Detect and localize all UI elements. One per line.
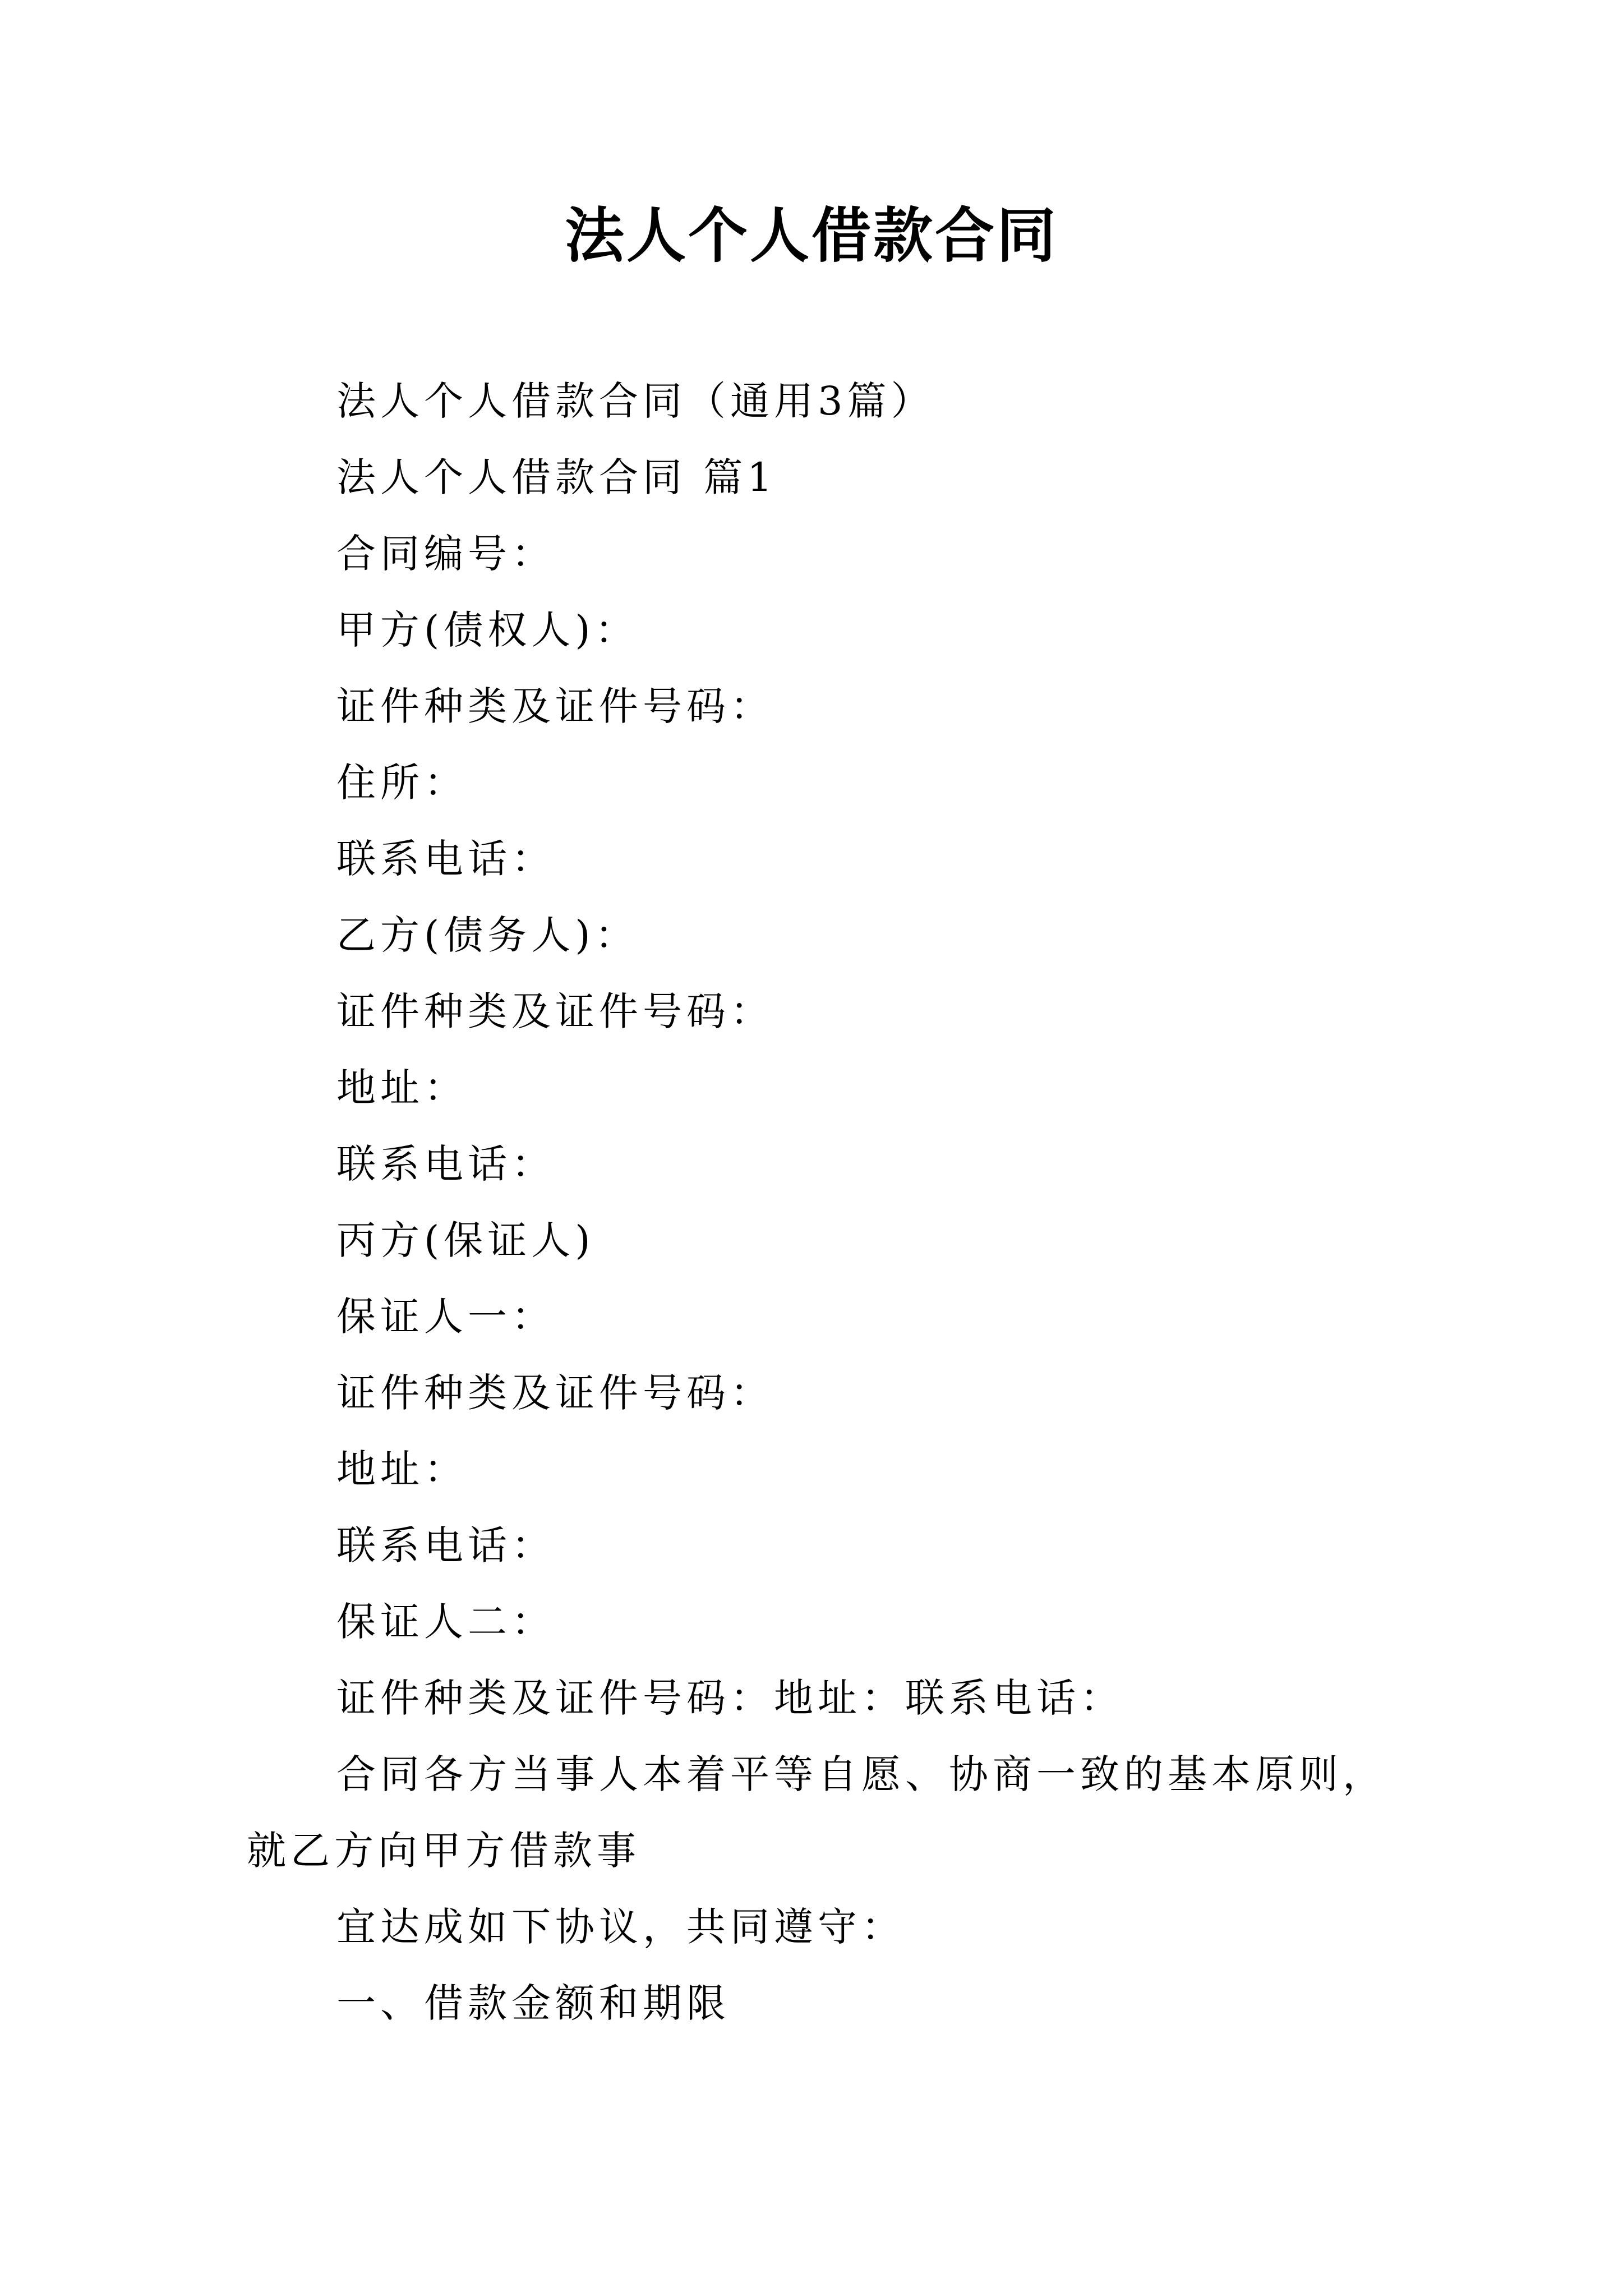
line-guarantor-two: 保证人二： [336, 1599, 555, 1645]
line-party-b-address: 地址： [336, 1065, 468, 1111]
line-preamble-continued: 就乙方向甲方借款事 [247, 1828, 640, 1874]
line-guarantor-one: 保证人一： [336, 1294, 555, 1340]
line-guarantor-one-address: 地址： [336, 1446, 468, 1492]
line-agreement: 宜达成如下协议，共同遵守： [336, 1904, 905, 1950]
line-article-one-heading: 一、借款金额和期限 [336, 1980, 730, 2026]
document-title: 法人个人借款合同 [565, 200, 1058, 270]
line-party-a-id: 证件种类及证件号码： [336, 683, 774, 729]
line-party-a: 甲方(债权人)： [336, 607, 639, 653]
line-guarantor-one-phone: 联系电话： [336, 1522, 555, 1568]
line-contract-number: 合同编号： [336, 531, 555, 577]
line-guarantor-two-details: 证件种类及证件号码：地址：联系电话： [336, 1675, 1124, 1721]
line-preamble: 合同各方当事人本着平等自愿、协商一致的基本原则， [336, 1751, 1386, 1797]
line-party-a-address: 住所： [336, 760, 468, 806]
line-guarantor-one-id: 证件种类及证件号码： [336, 1370, 774, 1416]
line-section-heading: 法人个人借款合同 篇1 [336, 454, 777, 500]
line-party-b-phone: 联系电话： [336, 1141, 555, 1187]
line-party-c: 丙方(保证人) [336, 1217, 595, 1263]
line-party-b-id: 证件种类及证件号码： [336, 988, 774, 1034]
line-subtitle: 法人个人借款合同（通用3篇） [336, 378, 935, 424]
line-party-a-phone: 联系电话： [336, 836, 555, 882]
line-party-b: 乙方(债务人)： [336, 912, 639, 958]
